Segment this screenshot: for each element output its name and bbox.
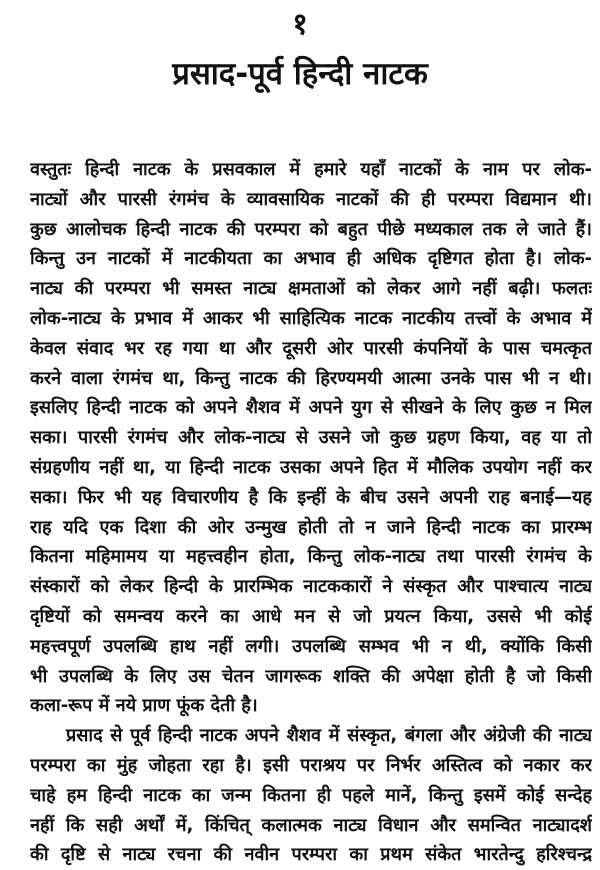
text-line: कला-रूप में नये प्राण फूंक देती है। [30,695,258,717]
text-line: सका। पारसी रंगमंच और लोक-नाट्य से उसने जो कुछ ग्रहण किया, वह या तो [30,427,592,449]
text-line: दृष्टियों को समन्वय करने का आधे मन से जो प्रयत्न किया, उससे भी कोई [30,605,592,627]
text-line: की दृष्टि से नाट्य रचना की नवीन परम्परा का प्रथम संकेत भारतेन्दु हरिश्चन्द्र [30,844,592,866]
text-line: चाहे हम हिन्दी नाटक का जन्म कितना ही पहले मानें, किन्तु इसमें कोई सन्देह [30,784,592,806]
text-line: कुछ आलोचक हिन्दी नाटक की परम्परा को बहुत पीछे मध्यकाल तक ले जाते हैं। [30,218,592,240]
text-line: लोक-नाट्य के प्रभाव में आकर भी साहित्यिक नाटक नाटकीय तत्त्वों के अभाव में [30,307,592,329]
text-line: केवल संवाद भर रह गया था और दूसरी ओर पारसी कंपनियों के पास चमत्कृत [30,337,592,359]
text-line: संस्कारों को लेकर हिन्दी के प्रारम्भिक नाटककारों ने संस्कृत और पाश्चात्य नाट्य [30,576,592,598]
page-number: १ [292,7,308,42]
text-line: भी उपलब्धि के लिए उस चेतन जागरूक शक्ति की अपेक्षा होती है जो किसी [30,665,592,687]
body-text [30,155,592,870]
text-line: संग्रहणीय नहीं था, या हिन्दी नाटक उसका अपने हित में मौलिक उपयोग नहीं कर [30,456,592,478]
text-line: कितना महिमामय या महत्त्वहीन होता, किन्तु लोक-नाट्य तथा पारसी रंगमंच के [30,546,592,568]
text-line: करने वाला रंगमंच था, किन्तु नाटक की हिरण्यमयी आत्मा उनके पास भी न थी। [30,367,592,389]
text-line: नाट्यों और पारसी रंगमंच के व्यावसायिक नाटकों की ही परम्परा विद्यमान थी। [30,188,592,210]
text-line: नाट्य की परम्परा भी समस्त नाट्य क्षमताओं को लेकर आगे नहीं बढ़ी। फलतः [30,278,592,300]
text-line: इसलिए हिन्दी नाटक को अपने शैशव में अपने युग से सीखने के लिए कुछ न मिल [30,397,592,419]
text-line: महत्त्वपूर्ण उपलब्धि हाथ नहीं लगी। उपलब्धि सम्भव भी न थी, क्योंकि किसी [30,635,592,657]
text-line: सका। फिर भी यह विचारणीय है कि इन्हीं के बीच उसने अपनी राह बनाई—यह [30,486,592,508]
text-line: नहीं कि सही अर्थों में, किंचित् कलात्मक नाट्य विधान और समन्वित नाट्यादर्श [30,814,592,836]
text-line: परम्परा का मुंह जोहता रहा है। इसी पराश्रय पर निर्भर अस्तित्व को नकार कर [30,754,592,776]
text-line: वस्तुतः हिन्दी नाटक के प्रसवकाल में हमारे यहाँ नाटकों के नाम पर लोक- [30,159,592,180]
text-line: प्रसाद से पूर्व हिन्दी नाटक अपने शैशव में संस्कृत, बंगला और अंग्रेजी की नाट्य [66,725,592,747]
chapter-title: प्रसाद-पूर्व हिन्दी नाटक [172,56,428,92]
text-line: किन्तु उन नाटकों में नाटकीयता का अभाव ही अधिक दृष्टिगत होता है। लोक- [30,248,592,270]
text-line: राह यदि एक दिशा की ओर उन्मुख होती तो न जाने हिन्दी नाटक का प्रारम्भ [30,516,592,538]
